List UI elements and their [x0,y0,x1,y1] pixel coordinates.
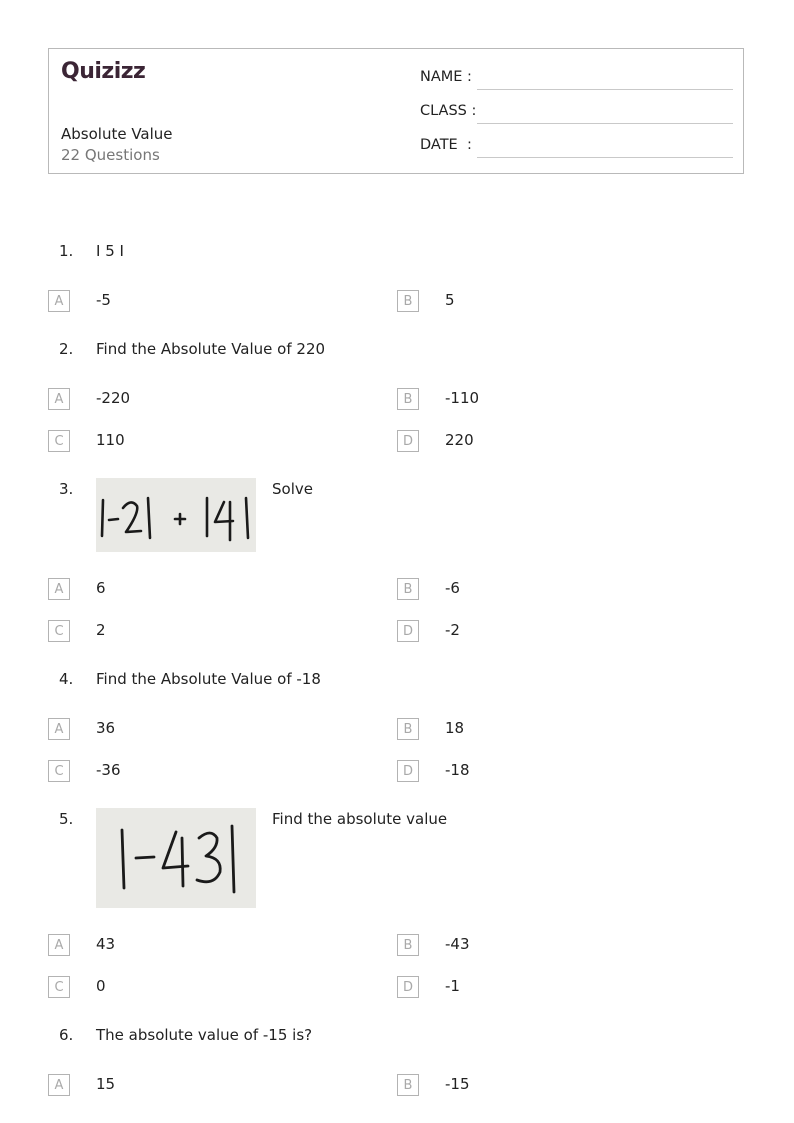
worksheet-header [48,48,744,174]
option-letter-d: D [397,430,419,452]
option-a-text: 43 [96,935,116,953]
option-b-text: -110 [445,389,480,407]
question-text: Find the absolute value [272,810,448,828]
option-c-text: 2 [96,621,106,639]
option-letter-c: C [48,430,70,452]
worksheet-title: Absolute Value [61,125,173,143]
option-letter-a: A [48,934,70,956]
option-d-text: -2 [445,621,460,639]
option-letter-a: A [48,718,70,740]
option-a-text: -220 [96,389,131,407]
option-letter-b: B [397,578,419,600]
option-letter-d: D [397,760,419,782]
question-number: 2. [59,340,74,358]
question-text: The absolute value of -15 is? [96,1026,313,1044]
date-line[interactable] [477,157,733,158]
quizizz-logo: Quizizz [61,59,146,84]
option-letter-a: A [48,290,70,312]
option-letter-d: D [397,620,419,642]
option-a-text: 36 [96,719,116,737]
class-label: CLASS : [420,103,477,119]
option-letter-b: B [397,388,419,410]
option-letter-b: B [397,718,419,740]
name-line[interactable] [477,89,733,90]
option-letter-c: C [48,760,70,782]
option-d-text: 220 [445,431,474,449]
option-b-text: -43 [445,935,470,953]
option-letter-a: A [48,1074,70,1096]
handwritten-abs-43 [96,808,256,908]
question-text: Solve [272,480,313,498]
question-text: Find the Absolute Value of 220 [96,340,326,358]
option-a-text: -5 [96,291,111,309]
option-letter-c: C [48,976,70,998]
option-b-text: 5 [445,291,455,309]
name-label: NAME : [420,69,472,85]
question-text: I 5 I [96,242,124,260]
option-a-text: 6 [96,579,106,597]
class-line[interactable] [477,123,733,124]
question-number: 4. [59,670,74,688]
option-letter-a: A [48,388,70,410]
handwritten-expression-image [96,478,256,552]
option-c-text: -36 [96,761,121,779]
option-letter-b: B [397,1074,419,1096]
option-letter-c: C [48,620,70,642]
question-text: Find the Absolute Value of -18 [96,670,321,688]
date-label: DATE : [420,137,472,153]
option-d-text: -18 [445,761,470,779]
option-a-text: 15 [96,1075,116,1093]
question-number: 6. [59,1026,74,1044]
question-number: 1. [59,242,74,260]
option-letter-a: A [48,578,70,600]
handwritten-expression-image [96,808,256,908]
option-letter-b: B [397,290,419,312]
option-b-text: -15 [445,1075,470,1093]
option-b-text: -6 [445,579,460,597]
option-letter-b: B [397,934,419,956]
option-d-text: -1 [445,977,460,995]
option-c-text: 0 [96,977,106,995]
question-number: 3. [59,480,74,498]
option-c-text: 110 [96,431,125,449]
question-number: 5. [59,810,74,828]
option-letter-d: D [397,976,419,998]
question-count: 22 Questions [61,146,160,164]
option-b-text: 18 [445,719,465,737]
handwritten-abs-sum [96,478,256,552]
